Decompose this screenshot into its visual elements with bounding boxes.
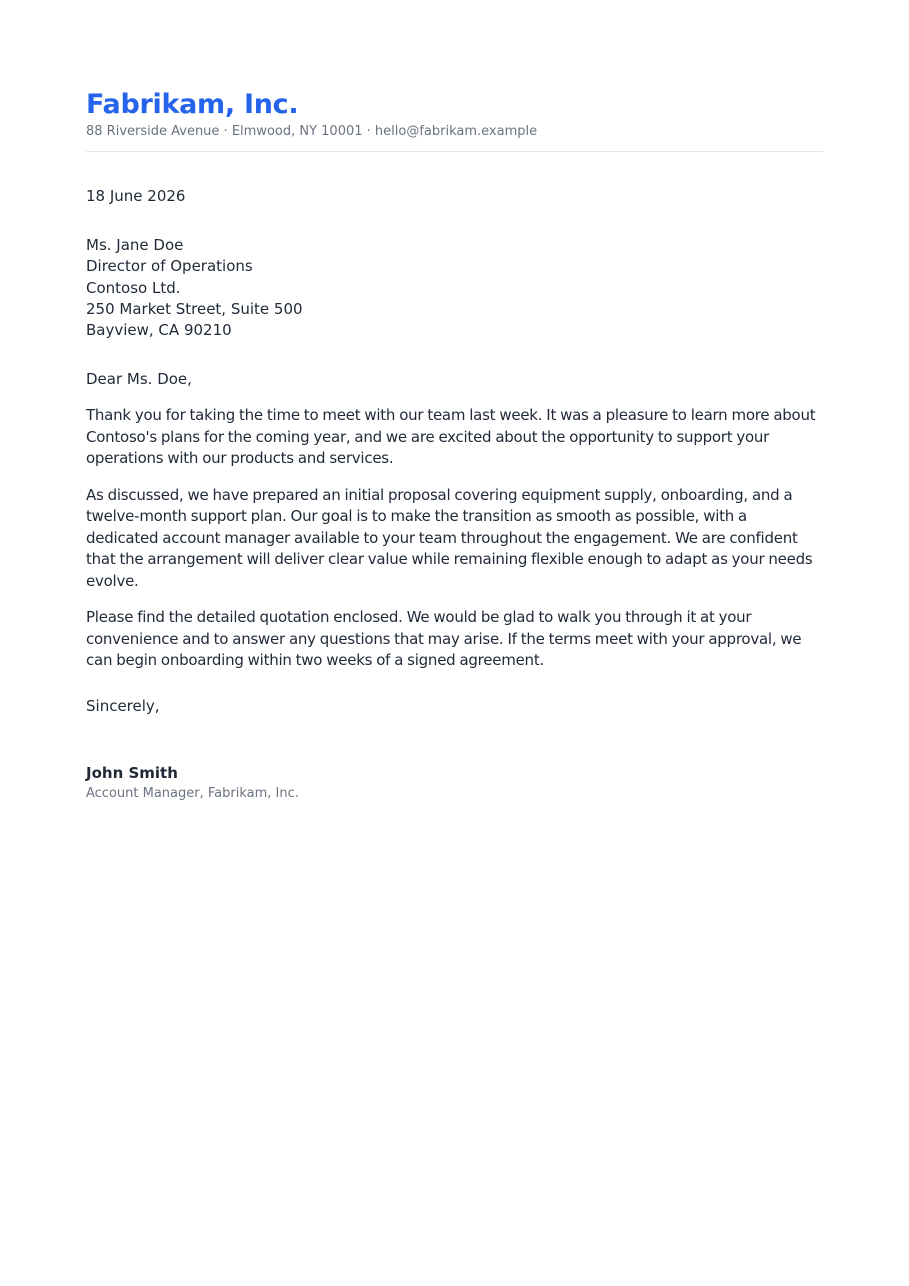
- recipient-city-line: Bayview, CA 90210: [86, 321, 232, 340]
- header-divider: [86, 151, 823, 152]
- letter-body: [86, 405, 823, 672]
- recipient-name: Ms. Jane Doe: [86, 236, 184, 254]
- letter-date: 18 June 2026: [86, 187, 186, 205]
- letterhead: [86, 88, 823, 152]
- body-paragraph: Please find the detailed quotation enclosed. We would be glad to walk you through it at your convenience and to answer any questions that may arise. If the terms meet with your approval, we can begin onboarding within two weeks of a signed agreement.: [86, 608, 802, 670]
- signer-title: Account Manager, Fabrikam, Inc.: [86, 785, 299, 801]
- recipient-company: Contoso Ltd.: [86, 278, 181, 297]
- body-paragraph: As discussed, we have prepared an initial proposal covering equipment supply, onboarding, and a twelve-month support plan. Our goal is to make the transition as smooth as possible, with a dedicated account manager available to your team throughout the engagement. We are confident that the arrangement will deliver clear value while remaining flexible enough to adapt as your needs evolve.: [86, 485, 813, 590]
- recipient-address-block: [86, 235, 823, 341]
- recipient-street: 250 Market Street, Suite 500: [86, 299, 303, 318]
- company-contact-line: 88 Riverside Avenue · Elmwood, NY 10001 · hello@fabrikam.example: [86, 124, 538, 139]
- body-paragraph: Thank you for taking the time to meet with our team last week. It was a pleasure to learn more about Contoso's plans for the coming year, and we are excited about the opportunity to support your operations with our products and services.: [86, 406, 816, 468]
- signature-block: [86, 763, 823, 803]
- signer-name: John Smith: [86, 763, 178, 782]
- recipient-title: Director of Operations: [86, 257, 253, 276]
- salutation: Dear Ms. Doe,: [86, 370, 192, 389]
- company-name: Fabrikam, Inc.: [86, 89, 299, 120]
- closing: Sincerely,: [86, 696, 160, 715]
